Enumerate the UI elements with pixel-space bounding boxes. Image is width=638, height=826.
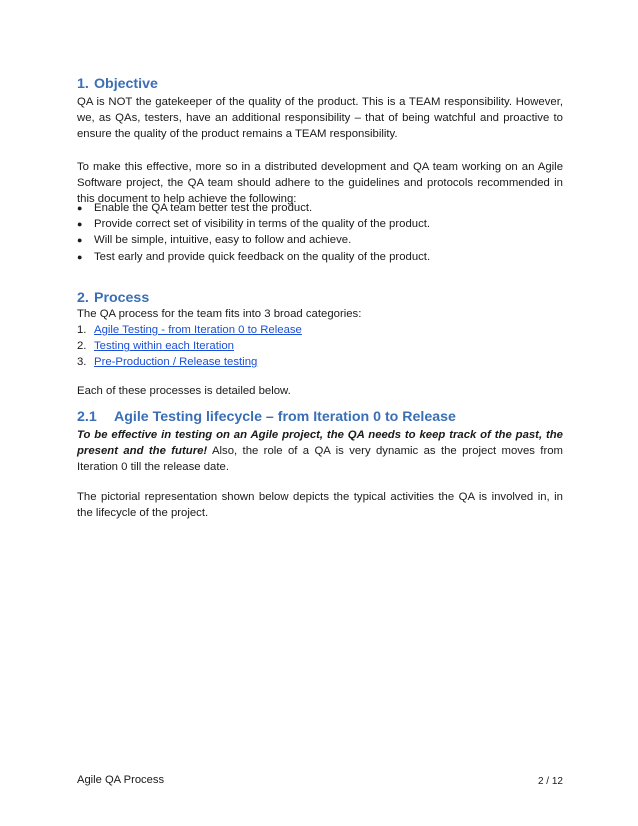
list-number: 1.: [77, 324, 87, 336]
text-line: the lifecycle of the project.: [77, 507, 209, 520]
heading-process: [77, 290, 149, 306]
section-2-1-paragraph-1: [77, 427, 563, 476]
heading-title: Process: [94, 290, 150, 306]
objective-bullet-list: [77, 200, 563, 265]
heading-section-2-1: [77, 409, 456, 425]
bullet-icon: ●: [77, 235, 83, 246]
list-item-text: Enable the QA team better test the product.: [94, 202, 313, 214]
list-item-text: Test early and provide quick feedback on the quality of the product.: [94, 250, 431, 263]
heading-title: Objective: [94, 76, 158, 92]
heading-number: 1.: [77, 76, 89, 92]
text-line: QA is NOT the gatekeeper of the quality of the product. This is a TEAM responsibility. However,: [77, 96, 563, 108]
text-line: we, as QAs, testers, have an additional responsibility – that of being watchful and proactive to: [77, 112, 563, 125]
list-number: 3.: [77, 356, 87, 369]
list-item: [77, 249, 563, 265]
list-item-text: Provide correct set of visibility in terms of the quality of the product.: [94, 218, 431, 231]
text-line: [77, 443, 563, 459]
process-intro: [77, 306, 563, 322]
link-agile-testing[interactable]: Agile Testing - from Iteration 0 to Release: [94, 324, 302, 336]
process-numbered-list: [77, 322, 563, 371]
list-item: [77, 200, 563, 216]
objective-paragraph-1: [77, 94, 563, 143]
heading-objective: [77, 76, 158, 92]
bullet-icon: ●: [77, 251, 83, 262]
list-item-text: Will be simple, intuitive, easy to follow and achieve.: [94, 234, 352, 247]
link-pre-production-testing[interactable]: Pre-Production / Release testing: [94, 356, 258, 369]
emphasis-text: present and the future!: [77, 445, 208, 458]
footer-page-number: 2 / 12: [537, 776, 563, 787]
list-number: 2.: [77, 340, 87, 353]
process-outro: [77, 383, 563, 399]
body-text: Also, the role of a QA is very dynamic as the project moves from: [207, 445, 563, 458]
text-line: Software project, the QA team should adhere to the guidelines and protocols recommended in: [77, 177, 563, 190]
emphasis-text: To be effective in testing on an Agile project, the QA needs to keep track of the past, the: [77, 429, 563, 441]
bullet-icon: ●: [77, 203, 83, 213]
text-line: ensure the quality of the product remains a TEAM responsibility.: [77, 128, 398, 141]
list-item: [77, 216, 563, 232]
text-line: To make this effective, more so in a distributed development and QA team working on an Agile: [77, 161, 563, 173]
document-page: [77, 0, 563, 826]
list-item: [77, 338, 563, 354]
list-item: [77, 232, 563, 248]
heading-title: Agile Testing lifecycle – from Iteration 0 to Release: [114, 409, 456, 425]
list-item: [77, 322, 563, 338]
text-line: The QA process for the team fits into 3 broad categories:: [77, 308, 362, 320]
link-testing-within-iteration[interactable]: Testing within each Iteration: [94, 340, 234, 353]
text-line: this document to help achieve the following:: [77, 193, 297, 206]
text-line: Each of these processes is detailed below.: [77, 385, 291, 397]
section-2-1-paragraph-2: [77, 489, 563, 521]
text-line: [77, 427, 563, 443]
heading-number: 2.1: [77, 409, 97, 425]
text-line: Iteration 0 till the release date.: [77, 461, 229, 474]
footer-document-title: Agile QA Process: [77, 774, 165, 786]
list-item: [77, 354, 563, 370]
text-line: The pictorial representation shown below depicts the typical activities the QA is involved in, in: [77, 491, 563, 503]
heading-number: 2.: [77, 290, 89, 306]
bullet-icon: ●: [77, 219, 83, 230]
